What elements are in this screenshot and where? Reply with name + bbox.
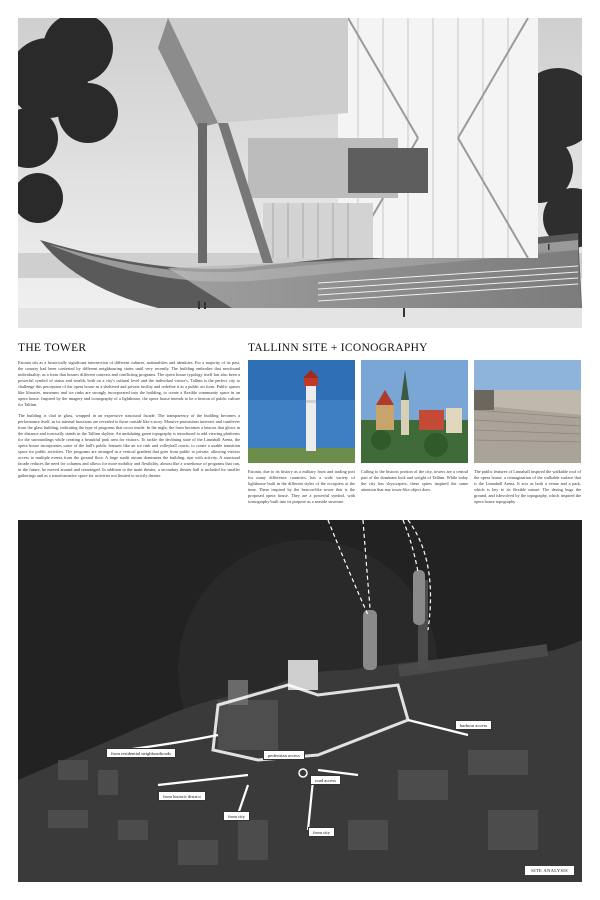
aerial-map <box>18 520 582 882</box>
section-title: TALLINN SITE + ICONOGRAPHY <box>248 342 428 354</box>
caption-row <box>248 469 582 505</box>
label-historic-district: from historic district <box>158 791 206 801</box>
opera-house-render <box>18 18 582 328</box>
site-analysis-map <box>18 520 582 882</box>
label-harbour-access: harbour access <box>455 720 492 730</box>
label-pedestrian-access: pedestrian access <box>263 750 305 760</box>
label-residential: from residential neighbourhoods <box>106 748 176 758</box>
photo-caption: Estonia, due to its history as a military front and trading port for many difference countries, has a wide variety of lighthouse built in the different styles of the occupiers at the time. These inspired by the beacon-like tower that is the proposed opera house. They are a powerful symbol, with iconography built into its purpose as a seaside structure. <box>248 469 355 504</box>
hero-rendering <box>18 18 582 328</box>
linnahall-arena-photo <box>474 360 581 463</box>
label-from-city-1: from city <box>223 811 250 821</box>
photo-row <box>248 360 582 463</box>
label-road-access: road access <box>310 775 341 785</box>
lighthouse-photo <box>248 360 355 463</box>
tower-section <box>18 342 240 484</box>
photo-caption: The public features of Linnahall inspired the walkable roof of the opera house, a reimagination of the walkable surface that is the Linnahall Arena. It acts as both a venue and a park, which is key to its flexible nature. The desing hugs the ground, and isInvolved by the topography, which inspired the opera house topography <box>474 469 581 504</box>
paragraph: Estonia sits as a historically significant intersection of different cultures, nationalities and identities. For a majority of its past, the country had been contested by different neighbouring states until very recently. The building embodies that newfound individuality, as a form that houses different contexts and conflicting programs. The opera house typology itself has also been a powerful symbol of status and wealth, both on a city's cultural level and the individual visitor's. Tallinn is the perfect city to challenge this perception of the opera house as a sheltered and private facility and redefine it as a public art form. Public spaces like libraries, museums and ice rinks are strongly incorporated into the building, to create a flexible community space in an opera house. Inspired by the imagery and iconography of a lighthouse, the opera house intends to be a beacon of public culture for Tallinn. <box>18 360 240 407</box>
label-from-city-2: from city <box>308 827 335 837</box>
site-section <box>248 342 582 505</box>
old-town-spires-photo <box>361 360 468 463</box>
paragraph: The building is clad in glass, wrapped in an expressive structural facade. The transparency of the building becomes a performance itself, as its internal functions are revealed to those outside like a story. Massive protrusions intersect and cantilever from the glass building, indicating the type of programs that occur inside. In the night, the form becomes a beacon that glows in the distance and iconically stands in the Tallinn skyline. An undulating green topography is introduced to add viewing platforms for the surroundings while creating a beautiful park area for visitors. To tackle the declining state of the Linnahall Arena, the opera house incorporates some of the hall's public features like an ice rink and volleyball courts, to create a usable transition space for public activities. The programs are arranged in a vertical gradient that goes from public to private, allowing visitors access to multiple events from the ground floor. A large sunlit atrium dominates the building, ripe with activity. A structural facade reduces the need for columns and allows for more mobility and flexibility, almost like a warehouse of programs that can, in the future, be moved around and rearranged. In addition to the main theater, a secondary theater hall is included for smaller gatherings and as a transformative space for activities not limited to strictly theater. <box>18 413 240 478</box>
section-title: THE TOWER <box>18 342 87 354</box>
site-analysis-badge: SITE ANALYSIS <box>525 866 574 875</box>
photo-caption: Calling to the historic portion of the city, towers are a central part of the dominant look and weight of Tallinn. While today the city has skyscrapers, these spires inspired the same attention that any tower-like object does. <box>361 469 468 492</box>
